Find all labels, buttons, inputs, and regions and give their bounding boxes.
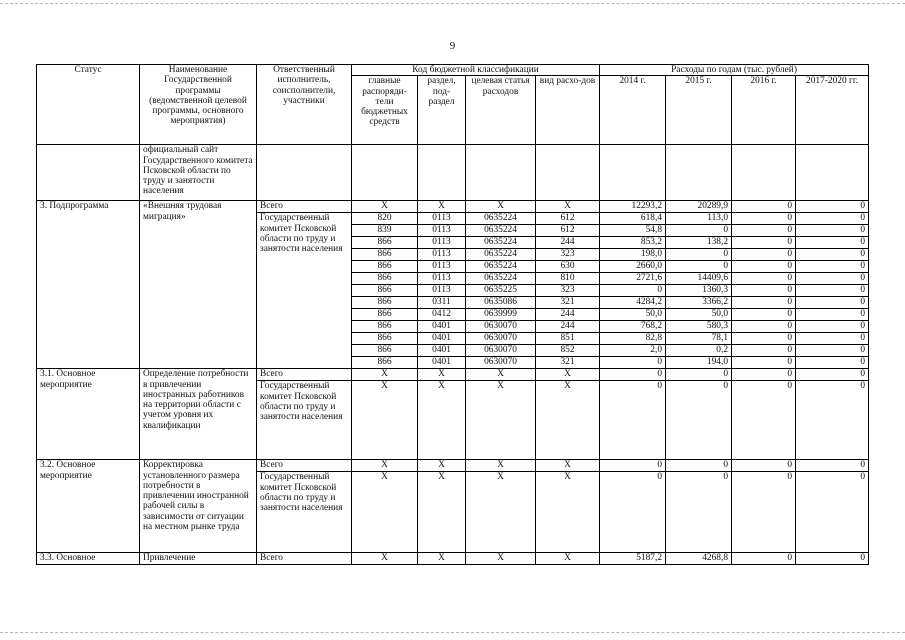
measure-total-section: X: [418, 460, 466, 472]
continuation-row: [37, 145, 869, 201]
subprogram-row-main-manager: 866: [352, 321, 418, 333]
subprogram-row-y2017-2020: 0: [796, 273, 869, 285]
subprogram-row-main-manager: 820: [352, 213, 418, 225]
subprogram-total-main-manager: X: [352, 201, 418, 213]
subprogram-row-target-article: 0635224: [466, 273, 536, 285]
measure-status: 3.2. Основное мероприятие: [37, 460, 140, 553]
measure-total-y2014: 0: [600, 369, 666, 381]
measure-row-main-manager: X: [352, 381, 418, 460]
subprogram-row-y2014: 2,0: [600, 345, 666, 357]
measure-total-y2017-2020: 0: [796, 460, 869, 472]
measure-total-y2014: 5187,2: [600, 553, 666, 564]
subprogram-row-y2017-2020: 0: [796, 309, 869, 321]
measure-row-y2014: 0: [600, 381, 666, 460]
measure-total-expense-type: X: [536, 369, 600, 381]
subprogram-row-target-article: 0630070: [466, 345, 536, 357]
subprogram-row-y2017-2020: 0: [796, 357, 869, 369]
subprogram-row-expense-type: 321: [536, 297, 600, 309]
subprogram-row-y2015: 138,2: [666, 237, 732, 249]
subprogram-row-y2014: 198,0: [600, 249, 666, 261]
subprogram-total-y2016: 0: [732, 201, 796, 213]
subprogram-total-expense-type: X: [536, 201, 600, 213]
subprogram-row-y2014: 853,2: [600, 237, 666, 249]
scan-edge-bottom: [0, 632, 905, 633]
subprogram-row-y2015: 3366,2: [666, 297, 732, 309]
measure-row-main-manager: X: [352, 472, 418, 553]
subprogram-row-expense-type: 244: [536, 237, 600, 249]
subprogram-row-main-manager: 866: [352, 237, 418, 249]
subprogram-row-y2014: 50,0: [600, 309, 666, 321]
subprogram-row-main-manager: 866: [352, 249, 418, 261]
measure-row-y2015: 0: [666, 381, 732, 460]
subprogram-row-y2016: 0: [732, 309, 796, 321]
subprogram-total-y2015: 20289,9: [666, 201, 732, 213]
measure-total-expense-type: X: [536, 460, 600, 472]
subprogram-row-y2014: 768,2: [600, 321, 666, 333]
measure-total-y2016: 0: [732, 553, 796, 564]
subprogram-row-y2017-2020: 0: [796, 285, 869, 297]
measure-total-main-manager: X: [352, 553, 418, 564]
subprogram-row-section: 0113: [418, 285, 466, 297]
subprogram-row-main-manager: 866: [352, 309, 418, 321]
subprogram-row-y2014: 82,8: [600, 333, 666, 345]
subprogram-row-y2016: 0: [732, 237, 796, 249]
subprogram-row-y2016: 0: [732, 333, 796, 345]
continuation-name: официальный сайт Государственного комитета Псковской области по труду и занятости населения: [140, 145, 257, 201]
subprogram-row-y2015: 0: [666, 249, 732, 261]
measure-row-target-article: X: [466, 472, 536, 553]
measure-total-main-manager: X: [352, 460, 418, 472]
subprogram-row-expense-type: 321: [536, 357, 600, 369]
measure-row-y2017-2020: 0: [796, 472, 869, 553]
table-row: [37, 369, 869, 381]
measure-total-section: X: [418, 369, 466, 381]
measure-row-section: X: [418, 472, 466, 553]
measure-name: Привлечение: [140, 553, 257, 564]
subprogram-row-y2016: 0: [732, 273, 796, 285]
subprogram-row-expense-type: 612: [536, 213, 600, 225]
subprogram-row-expense-type: 851: [536, 333, 600, 345]
subprogram-row-y2017-2020: 0: [796, 237, 869, 249]
measure-total-main-manager: X: [352, 369, 418, 381]
subprogram-row-y2014: 618,4: [600, 213, 666, 225]
measure-name: Определение потребности в привлечении иностранных работников на территории области с учетом уровня их квалификации: [140, 369, 257, 460]
subprogram-row-y2017-2020: 0: [796, 261, 869, 273]
subprogram-row-section: 0401: [418, 333, 466, 345]
subprogram-row-main-manager: 866: [352, 261, 418, 273]
header-year-2016: 2016 г.: [732, 76, 796, 145]
subprogram-row-target-article: 0635086: [466, 297, 536, 309]
subprogram-row-y2016: 0: [732, 249, 796, 261]
subprogram-row-expense-type: 323: [536, 249, 600, 261]
subprogram-row-section: 0113: [418, 249, 466, 261]
header-expenses: Расходы по годам (тыс. рублей): [600, 65, 869, 76]
subprogram-row-y2016: 0: [732, 357, 796, 369]
subprogram-row-y2014: 2660,0: [600, 261, 666, 273]
subprogram-row-y2017-2020: 0: [796, 213, 869, 225]
subprogram-row-expense-type: 612: [536, 225, 600, 237]
measure-row-y2014: 0: [600, 472, 666, 553]
scan-edge-top: [0, 3, 905, 4]
measure-total-y2014: 0: [600, 460, 666, 472]
subprogram-total-y2014: 12293,2: [600, 201, 666, 213]
measure-status: 3.1. Основное мероприятие: [37, 369, 140, 460]
subprogram-row-y2014: 0: [600, 357, 666, 369]
subprogram-name: «Внешняя трудовая миграция»: [140, 201, 257, 369]
measure-row-section: X: [418, 381, 466, 460]
measure-row-expense-type: X: [536, 381, 600, 460]
measure-total-y2016: 0: [732, 369, 796, 381]
measure-row-y2017-2020: 0: [796, 381, 869, 460]
measure-total-y2017-2020: 0: [796, 553, 869, 564]
subprogram-total-section: X: [418, 201, 466, 213]
table-row: [37, 460, 869, 472]
total-label: Всего: [257, 369, 352, 381]
subprogram-row-y2016: 0: [732, 345, 796, 357]
subprogram-row-y2014: 2721,6: [600, 273, 666, 285]
measure-total-y2016: 0: [732, 460, 796, 472]
subprogram-row-y2017-2020: 0: [796, 249, 869, 261]
subprogram-row-y2017-2020: 0: [796, 297, 869, 309]
subprogram-row-section: 0113: [418, 237, 466, 249]
subprogram-row-section: 0113: [418, 225, 466, 237]
measure-name: Корректировка установленного размера потребности в привлечении иностранной рабочей силы в зависимости от ситуации на местном рынке труда: [140, 460, 257, 553]
subprogram-row-section: 0412: [418, 309, 466, 321]
subprogram-row-y2016: 0: [732, 321, 796, 333]
total-label: Всего: [257, 553, 352, 564]
table-row: [37, 201, 869, 213]
subprogram-row-section: 0113: [418, 213, 466, 225]
subprogram-row-section: 0113: [418, 273, 466, 285]
subprogram-row-y2016: 0: [732, 225, 796, 237]
subprogram-row-y2017-2020: 0: [796, 345, 869, 357]
executor: Государственный комитет Псковской области по труду и занятости населения: [257, 472, 352, 553]
measure-row-y2015: 0: [666, 472, 732, 553]
subprogram-row-expense-type: 244: [536, 309, 600, 321]
measure-total-target-article: X: [466, 460, 536, 472]
header-year-2014: 2014 г.: [600, 76, 666, 145]
total-label: Всего: [257, 460, 352, 472]
subprogram-row-main-manager: 866: [352, 357, 418, 369]
subprogram-row-main-manager: 866: [352, 273, 418, 285]
subprogram-row-y2015: 0: [666, 261, 732, 273]
subprogram-row-y2016: 0: [732, 285, 796, 297]
measure-total-expense-type: X: [536, 553, 600, 564]
subprogram-row-target-article: 0635225: [466, 285, 536, 297]
subprogram-row-target-article: 0635224: [466, 237, 536, 249]
measure-row-y2016: 0: [732, 381, 796, 460]
header-year-2015: 2015 г.: [666, 76, 732, 145]
subprogram-row-target-article: 0635224: [466, 213, 536, 225]
executor: Государственный комитет Псковской области по труду и занятости населения: [257, 381, 352, 460]
subprogram-row-y2016: 0: [732, 297, 796, 309]
measure-total-y2015: 4268,8: [666, 553, 732, 564]
subprogram-row-expense-type: 630: [536, 261, 600, 273]
subprogram-row-target-article: 0630070: [466, 333, 536, 345]
subprogram-row-target-article: 0639999: [466, 309, 536, 321]
subprogram-row-target-article: 0635224: [466, 249, 536, 261]
executor: Государственный комитет Псковской области по труду и занятости населения: [257, 213, 352, 369]
measure-total-y2017-2020: 0: [796, 369, 869, 381]
subprogram-row-y2015: 194,0: [666, 357, 732, 369]
measure-row-y2016: 0: [732, 472, 796, 553]
subprogram-row-main-manager: 866: [352, 345, 418, 357]
header-year-2017-2020: 2017-2020 гг.: [796, 76, 869, 145]
subprogram-row-main-manager: 839: [352, 225, 418, 237]
subprogram-row-section: 0113: [418, 261, 466, 273]
header-executor: Ответственный исполнитель, соисполнители, участники: [257, 65, 352, 145]
table-row: [37, 553, 869, 564]
budget-table-body: [37, 145, 869, 564]
total-label: Всего: [257, 201, 352, 213]
subprogram-row-y2014: 4284,2: [600, 297, 666, 309]
subprogram-row-y2015: 78,1: [666, 333, 732, 345]
subprogram-row-y2015: 0: [666, 225, 732, 237]
subprogram-row-y2017-2020: 0: [796, 225, 869, 237]
subprogram-row-y2015: 113,0: [666, 213, 732, 225]
subprogram-row-main-manager: 866: [352, 297, 418, 309]
subprogram-row-y2016: 0: [732, 261, 796, 273]
header-name: Наименование Государственной программы (ведомственной целевой программы, основного мероприятия): [140, 65, 257, 145]
measure-row-target-article: X: [466, 381, 536, 460]
measure-total-y2015: 0: [666, 460, 732, 472]
subprogram-row-y2017-2020: 0: [796, 321, 869, 333]
header-status: Статус: [37, 65, 140, 145]
subprogram-row-expense-type: 244: [536, 321, 600, 333]
measure-total-section: X: [418, 553, 466, 564]
header-expense-type: вид расхо-дов: [536, 76, 600, 145]
subprogram-row-y2015: 50,0: [666, 309, 732, 321]
subprogram-row-section: 0401: [418, 321, 466, 333]
header-section: раздел, под-раздел: [418, 76, 466, 145]
subprogram-status: 3. Подпрограмма: [37, 201, 140, 369]
measure-status: 3.3. Основное: [37, 553, 140, 564]
subprogram-row-y2014: 54,8: [600, 225, 666, 237]
subprogram-row-main-manager: 866: [352, 285, 418, 297]
header-target-article: целевая статья расходов: [466, 76, 536, 145]
subprogram-row-y2015: 0,2: [666, 345, 732, 357]
page-number: 9: [449, 40, 456, 52]
subprogram-row-main-manager: 866: [352, 333, 418, 345]
subprogram-row-y2014: 0: [600, 285, 666, 297]
subprogram-row-y2015: 580,3: [666, 321, 732, 333]
subprogram-row-section: 0311: [418, 297, 466, 309]
measure-total-target-article: X: [466, 369, 536, 381]
subprogram-row-expense-type: 323: [536, 285, 600, 297]
header-budget-code: Код бюджетной классификации: [352, 65, 600, 76]
subprogram-row-target-article: 0635224: [466, 225, 536, 237]
subprogram-row-y2017-2020: 0: [796, 333, 869, 345]
measure-total-target-article: X: [466, 553, 536, 564]
subprogram-row-y2016: 0: [732, 213, 796, 225]
subprogram-row-section: 0401: [418, 345, 466, 357]
subprogram-row-expense-type: 810: [536, 273, 600, 285]
subprogram-total-target-article: X: [466, 201, 536, 213]
subprogram-row-y2015: 1360,3: [666, 285, 732, 297]
subprogram-row-section: 0401: [418, 357, 466, 369]
subprogram-row-y2015: 14409,6: [666, 273, 732, 285]
measure-total-y2015: 0: [666, 369, 732, 381]
measure-row-expense-type: X: [536, 472, 600, 553]
subprogram-row-expense-type: 852: [536, 345, 600, 357]
subprogram-row-target-article: 0630070: [466, 357, 536, 369]
subprogram-row-target-article: 0635224: [466, 261, 536, 273]
subprogram-total-y2017-2020: 0: [796, 201, 869, 213]
budget-table: [36, 64, 869, 565]
header-main-manager: главные распоряди-тели бюджетных средств: [352, 76, 418, 145]
subprogram-row-target-article: 0630070: [466, 321, 536, 333]
